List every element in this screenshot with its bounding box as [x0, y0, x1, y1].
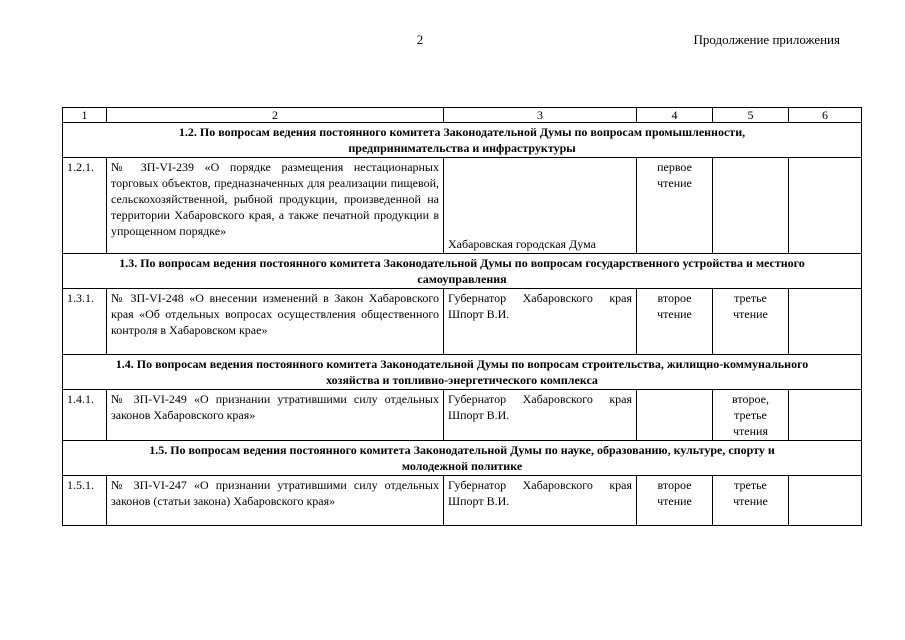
continuation-label: Продолжение приложения — [693, 32, 840, 47]
bill-description: № ЗП-VI-239 «О порядке размещения нестационарных торговых объектов, предназначенных для реализации пищевой, сельскохозяйственной, рыбной продукции, произведенной на территории Хабаровского края, а также печатной продукции в упрощенном порядке» — [107, 158, 444, 254]
table-row — [63, 476, 862, 526]
page-number: 2 — [416, 32, 424, 47]
reading-stage: первое чтение — [637, 158, 713, 254]
reading-stage: второе чтение — [637, 476, 713, 526]
reading-stage: второе, третье чтения — [713, 390, 789, 441]
table-header-row — [63, 108, 862, 123]
column-header: 5 — [713, 108, 789, 123]
empty-cell — [789, 289, 862, 355]
bill-description: № ЗП-VI-247 «О признании утратившими силу отдельных законов (статьи закона) Хабаровского края» — [107, 476, 444, 526]
bill-description: № ЗП-VI-248 «О внесении изменений в Закон Хабаровского края «Об отдельных вопросах осуществления общественного контроля в Хабаровском крае» — [107, 289, 444, 355]
reading-stage: третье чтение — [713, 289, 789, 355]
column-header: 4 — [637, 108, 713, 123]
row-number: 1.3.1. — [63, 289, 107, 355]
reading-stage — [713, 158, 789, 254]
row-number: 1.5.1. — [63, 476, 107, 526]
column-header: 2 — [107, 108, 444, 123]
section-title: 1.5. По вопросам ведения постоянного комитета Законодательной Думы по науке, образованию, культуре, спорту и молодежной политике — [63, 441, 862, 476]
bill-author: Губернатор Хабаровского края Шпорт В.И. — [444, 289, 637, 355]
empty-cell — [789, 476, 862, 526]
empty-cell — [789, 158, 862, 254]
section-heading-row — [63, 254, 862, 289]
row-number: 1.4.1. — [63, 390, 107, 441]
section-title: 1.3. По вопросам ведения постоянного комитета Законодательной Думы по вопросам государственного устройства и местного самоуправления — [63, 254, 862, 289]
reading-stage: третье чтение — [713, 476, 789, 526]
column-header: 6 — [789, 108, 862, 123]
section-heading-row — [63, 123, 862, 158]
empty-cell — [789, 390, 862, 441]
column-header: 1 — [63, 108, 107, 123]
section-heading-row — [63, 441, 862, 476]
bill-author: Губернатор Хабаровского края Шпорт В.И. — [444, 476, 637, 526]
bill-author: Губернатор Хабаровского края Шпорт В.И. — [444, 390, 637, 441]
bill-description: № ЗП-VI-249 «О признании утратившими силу отдельных законов Хабаровского края» — [107, 390, 444, 441]
bill-author: Хабаровская городская Дума — [444, 158, 637, 254]
table-row — [63, 289, 862, 355]
section-title: 1.4. По вопросам ведения постоянного комитета Законодательной Думы по вопросам строительства, жилищно-коммунального хозяйства и топливно-энергетического комплекса — [63, 355, 862, 390]
table-row — [63, 390, 862, 441]
row-number: 1.2.1. — [63, 158, 107, 254]
section-heading-row — [63, 355, 862, 390]
section-title: 1.2. По вопросам ведения постоянного комитета Законодательной Думы по вопросам промышленности, предпринимательства и инфраструктуры — [63, 123, 862, 158]
table-row — [63, 158, 862, 254]
reading-stage: второе чтение — [637, 289, 713, 355]
agenda-table — [62, 107, 862, 526]
reading-stage — [637, 390, 713, 441]
column-header: 3 — [444, 108, 637, 123]
